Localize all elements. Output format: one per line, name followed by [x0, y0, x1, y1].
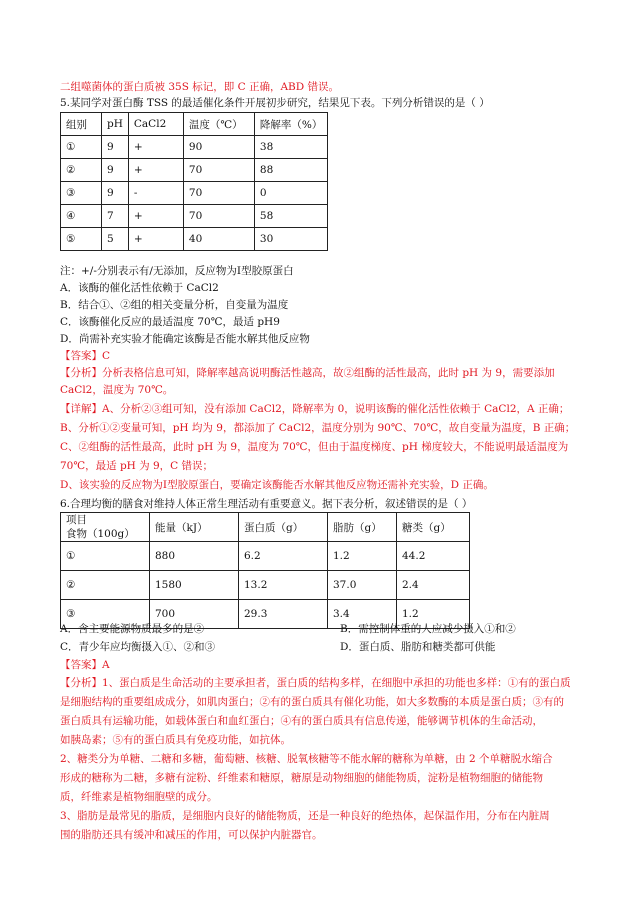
table-row — [61, 205, 328, 228]
table-cell: + — [128, 136, 183, 159]
table-cell: 9 — [102, 136, 129, 159]
q6-analysis-line: 是细胞结构的重要组成成分，如肌肉蛋白；②有的蛋白质具有催化功能，如大多数酶的本质是蛋白质；③有的 — [60, 696, 564, 708]
table-cell: ① — [61, 542, 150, 571]
table-cell: 1.2 — [328, 542, 397, 571]
table-row — [61, 571, 470, 600]
q6-option-d: D．蛋白质、脂肪和糖类都可供能 — [340, 641, 496, 653]
q6-option-a: A．含主要能源物质最多的是② — [60, 623, 205, 635]
q5-detail-line: 70℃，最适 pH 为 9，C 错误； — [60, 460, 214, 472]
table-row — [61, 159, 328, 182]
q6-stem: 6.合理均衡的膳食对维持人体正常生理活动有重要意义。据下表分析，叙述错误的是（ ） — [60, 498, 473, 510]
q6-analysis-line — [60, 676, 571, 690]
q6-option-b: B．需控制体重的人应减少摄入①和② — [340, 623, 516, 635]
table-cell: 7 — [102, 205, 129, 228]
q5-answer — [60, 349, 110, 363]
table-header-cell: 蛋白质（g） — [239, 513, 328, 542]
table-cell: - — [128, 182, 183, 205]
q5-detail-line: D、该实验的反应物为Ⅰ型胶原蛋白，要确定该酶能否水解其他反应物还需补充实验，D 正确。 — [60, 479, 494, 491]
table-header-row — [61, 513, 470, 542]
table-cell: 40 — [183, 228, 254, 251]
table-cell: ③ — [61, 182, 102, 205]
q6-table — [60, 512, 470, 629]
table-cell: 58 — [254, 205, 327, 228]
table-cell: 9 — [102, 182, 129, 205]
answer-tag: 【答案】 — [60, 350, 102, 362]
table-header-cell: 能量（kJ） — [150, 513, 239, 542]
q5-detail-line: C、②组酶的活性最高，此时 pH 为 9，温度为 70℃，但由于温度梯度、pH 梯度较大，不能说明最适温度为 — [60, 441, 569, 453]
q5-option-d: D．尚需补充实验才能确定该酶是否能水解其他反应物 — [60, 333, 310, 345]
analysis-tag: 【分析】 — [60, 367, 102, 379]
table-cell: + — [128, 205, 183, 228]
table-cell: 2.4 — [397, 571, 470, 600]
q5-option-b: B．结合①、②组的相关变量分析，自变量为温度 — [60, 299, 289, 311]
table-cell: 88 — [254, 159, 327, 182]
table-cell: 70 — [183, 159, 254, 182]
table-row — [61, 136, 328, 159]
table-cell: 1580 — [150, 571, 239, 600]
table-header-cell: 组别 — [61, 113, 102, 136]
table-cell: ① — [61, 136, 102, 159]
analysis-text: 分析表格信息可知，降解率越高说明酶活性越高，故②组酶的活性最高，此时 pH 为 9，需要添加 — [102, 367, 555, 379]
table-row — [61, 228, 328, 251]
table-cell: 44.2 — [397, 542, 470, 571]
table-cell: 37.0 — [328, 571, 397, 600]
detail-tag: 【详解】 — [60, 403, 102, 415]
table-row — [61, 542, 470, 571]
answer-value: A — [102, 659, 110, 671]
q6-analysis-line: 2、糖类分为单糖、二糖和多糖，葡萄糖、核糖、脱氧核糖等不能水解的糖称为单糖，由 2 个单糖脱水缩合 — [60, 753, 553, 765]
table-row — [61, 182, 328, 205]
table-cell: ② — [61, 571, 150, 600]
q6-analysis-line: 3、脂肪是最常见的脂质，是细胞内良好的储能物质，还是一种良好的绝热体，起保温作用，分布在内脏周 — [60, 810, 550, 822]
table-cell: ② — [61, 159, 102, 182]
table-header-cell: 脂肪（g） — [328, 513, 397, 542]
q6-analysis-line: 质，纤维素是植物细胞壁的成分。 — [60, 791, 218, 803]
table-cell: ⑤ — [61, 228, 102, 251]
header-line: 食物（100g） — [66, 528, 135, 540]
q5-stem: 5.某同学对蛋白酶 TSS 的最适催化条件开展初步研究，结果见下表。下列分析错误的是（ ） — [60, 97, 490, 109]
q6-option-c: C．青少年应均衡摄入①、②和③ — [60, 641, 216, 653]
table-cell: 90 — [183, 136, 254, 159]
q5-detail-line: B、分析①②变量可知，pH 均为 9，都添加了 CaCl2，温度分别为 90℃、70℃，故自变量为温度，B 正确； — [60, 422, 576, 434]
table-cell: 30 — [254, 228, 327, 251]
q5-analysis-line: CaCl2，温度为 70℃。 — [60, 384, 174, 396]
table-cell: 13.2 — [239, 571, 328, 600]
answer-value: C — [102, 350, 111, 362]
q5-option-c: C．该酶催化反应的最适温度 70℃，最适 pH9 — [60, 316, 280, 328]
detail-text: A、分析②③组可知，没有添加 CaCl2，降解率为 0，说明该酶的催化活性依赖于 CaCl2，A 正确； — [102, 403, 570, 415]
table-cell: + — [128, 228, 183, 251]
table-header-cell: 糖类（g） — [397, 513, 470, 542]
q6-answer — [60, 658, 110, 672]
table-header-cell — [61, 513, 150, 542]
table-cell: 0 — [254, 182, 327, 205]
intro-line: 二组噬菌体的蛋白质被 35S 标记，即 C 正确，ABD 错误。 — [60, 81, 339, 93]
analysis-tag: 【分析】 — [60, 677, 102, 689]
table-cell: 700 — [150, 600, 239, 629]
table-cell: 70 — [183, 205, 254, 228]
q6-analysis-line: 蛋白质具有运输功能，如载体蛋白和血红蛋白；④有的蛋白质具有信息传递，能够调节机体的生命活动， — [60, 715, 543, 727]
q5-table — [60, 112, 328, 251]
table-header-row — [61, 113, 328, 136]
header-line: 项目 — [66, 514, 87, 526]
q5-option-a: A．该酶的催化活性依赖于 CaCl2 — [60, 282, 219, 294]
q5-note: 注：+/-分别表示有/无添加，反应物为Ⅰ型胶原蛋白 — [60, 265, 294, 277]
table-header-cell: 温度（℃） — [183, 113, 254, 136]
table-cell: ④ — [61, 205, 102, 228]
table-cell: 38 — [254, 136, 327, 159]
table-cell: 6.2 — [239, 542, 328, 571]
table-header-cell: pH — [102, 113, 129, 136]
table-header-cell: 降解率（%） — [254, 113, 327, 136]
q6-analysis-line: 如胰岛素；⑤有的蛋白质具有免疫功能，如抗体。 — [60, 734, 291, 746]
table-cell: ③ — [61, 600, 150, 629]
table-cell: 70 — [183, 182, 254, 205]
q6-analysis-line: 围的脂肪还具有缓冲和减压的作用，可以保护内脏器官。 — [60, 829, 323, 841]
analysis-text: 1、蛋白质是生命活动的主要承担者，蛋白质的结构多样，在细胞中承担的功能也多样：①有的蛋白质 — [102, 677, 571, 689]
q6-analysis-line: 形成的糖称为二糖，多糖有淀粉、纤维素和糖原，糖原是动物细胞的储能物质，淀粉是植物细胞的储能物 — [60, 772, 543, 784]
q5-detail-line — [60, 402, 569, 416]
answer-tag: 【答案】 — [60, 659, 102, 671]
table-cell: + — [128, 159, 183, 182]
table-cell: 29.3 — [239, 600, 328, 629]
table-cell: 5 — [102, 228, 129, 251]
q5-analysis-line — [60, 366, 555, 380]
table-cell: 880 — [150, 542, 239, 571]
table-header-cell: CaCl2 — [128, 113, 183, 136]
table-cell: 3.4 — [328, 600, 397, 629]
table-cell: 9 — [102, 159, 129, 182]
table-cell: 1.2 — [397, 600, 470, 629]
